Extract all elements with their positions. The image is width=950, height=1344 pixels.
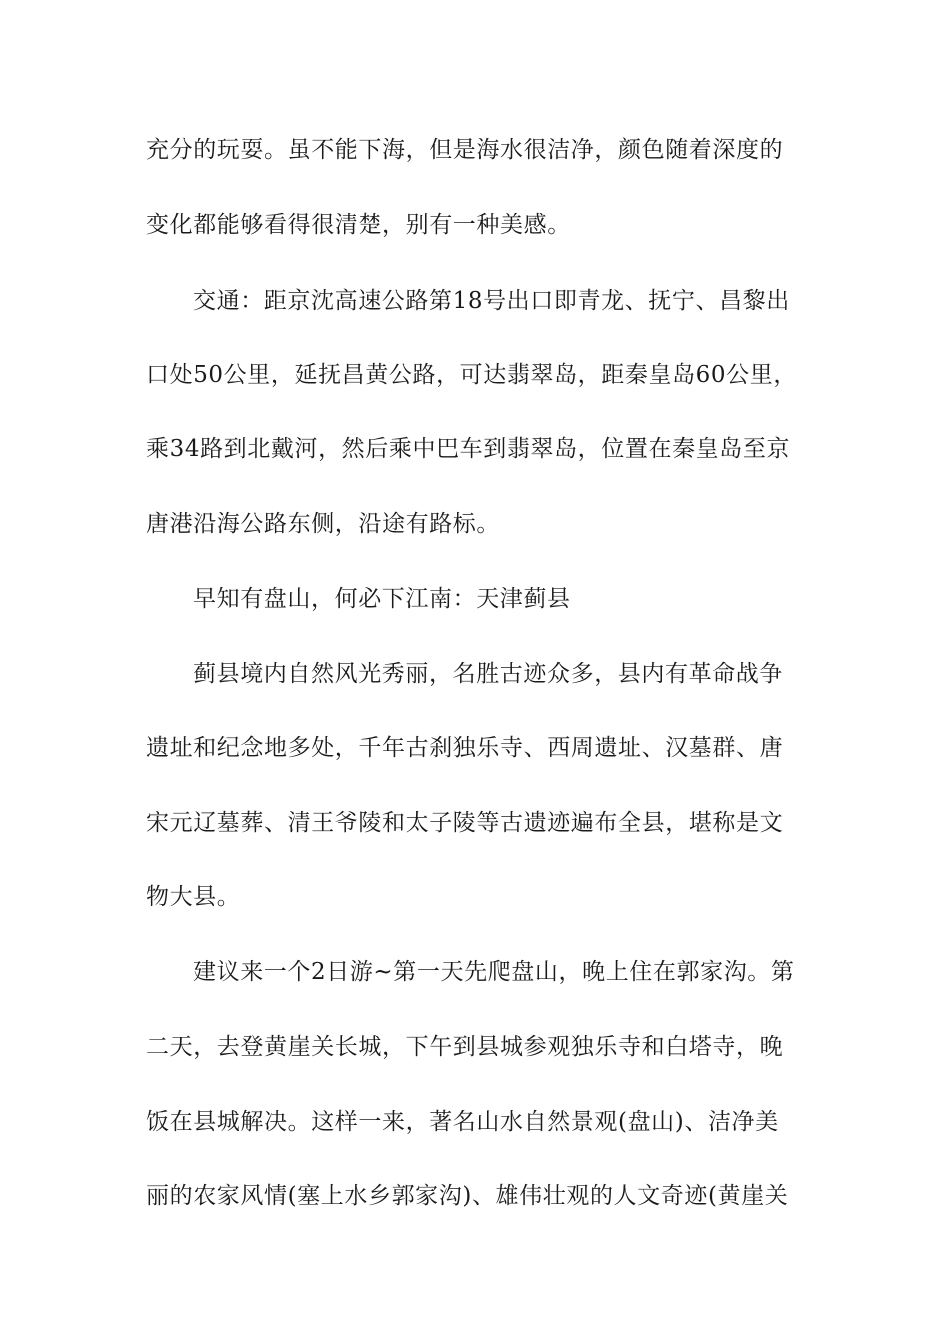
paragraph-line: 丽的农家风情(塞上水乡郭家沟)、雄伟壮观的人文奇迹(黄崖关 (146, 1183, 789, 1209)
paragraph-line: 宋元辽墓葬、清王爷陵和太子陵等古遗迹遍布全县，堪称是文 (146, 810, 784, 836)
paragraph-line: 充分的玩耍。虽不能下海，但是海水很洁净，颜色随着深度的 (146, 137, 784, 163)
section-heading: 早知有盘山，何必下江南：天津蓟县 (193, 586, 571, 612)
paragraph-line: 物大县。 (146, 884, 241, 910)
paragraph-line: 建议来一个2日游~第一天先爬盘山，晚上住在郭家沟。第 (193, 959, 795, 985)
paragraph-line: 乘34路到北戴河，然后乘中巴车到翡翠岛，位置在秦皇岛至京 (146, 436, 791, 462)
paragraph-line: 饭在县城解决。这样一来，著名山水自然景观(盘山)、洁净美 (146, 1109, 779, 1135)
paragraph-line: 口处50公里，延抚昌黄公路，可达翡翠岛，距秦皇岛60公里， (146, 362, 797, 388)
paragraph-line: 蓟县境内自然风光秀丽，名胜古迹众多，县内有革命战争 (193, 661, 783, 687)
paragraph-line: 交通：距京沈高速公路第18号出口即青龙、抚宁、昌黎出 (193, 288, 790, 314)
paragraph-line: 唐港沿海公路东侧，沿途有路标。 (146, 511, 500, 537)
paragraph-line: 二天，去登黄崖关长城，下午到县城参观独乐寺和白塔寺，晚 (146, 1034, 784, 1060)
paragraph-line: 遗址和纪念地多处，千年古刹独乐寺、西周遗址、汉墓群、唐 (146, 735, 784, 761)
paragraph-line: 变化都能够看得很清楚，别有一种美感。 (146, 212, 571, 238)
